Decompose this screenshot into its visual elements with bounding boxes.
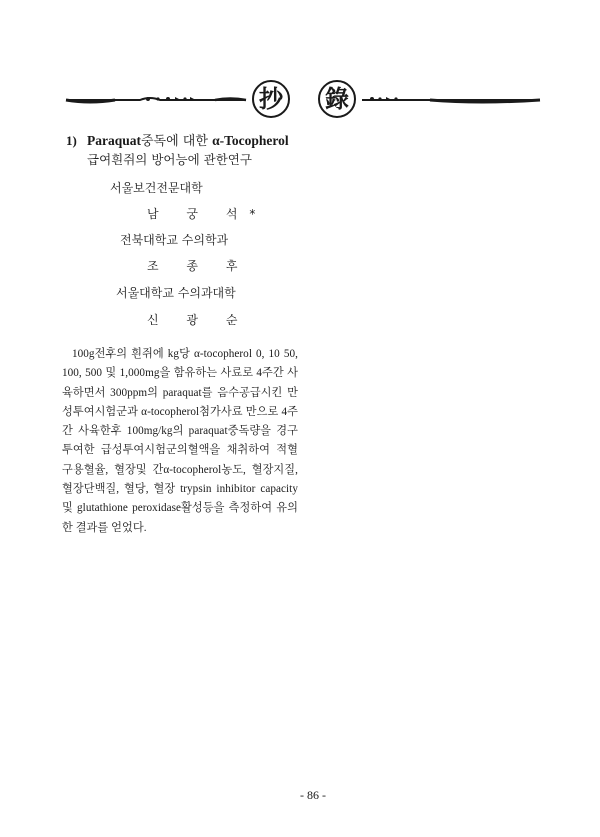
article-number: 1): [66, 133, 77, 148]
seal-icon: 抄: [252, 80, 290, 118]
seal-icon: 錄: [318, 80, 356, 118]
section-header: [0, 70, 600, 130]
abstract-body: [62, 345, 298, 538]
title-bold-1: Paraquat: [86, 133, 141, 148]
affiliation: 서울대학교 수의과대학: [116, 286, 236, 300]
affiliation: 전북대학교 수의학과: [120, 233, 229, 247]
title-line-1: [66, 132, 306, 151]
title-mid: 중독에 대한: [140, 134, 208, 149]
abstract-text: 100g전후의 흰쥐에 kg당 α-tocopherol 0, 10 50, 100, 500 및 1,000mg을 함유하는 사료로 4주간 사육하면서 300ppm의 paraquat를 음수공급시킨 만성투여시험군과 α-tocopherol첨가사료 만으로 4주간 사육한후 100mg/kg의 paraquat중독량을 경구투여한 급성투여시험군의혈액을 채취하여 적혈구용혈율, 혈장및 간α-tocopherol농도, 혈장지질, 혈장단백질, 혈당, 혈장 trypsin inhibitor capacity 및 glutathione peroxidase활성등을 측정하여 유의한 결과를 얻었다.: [62, 348, 298, 534]
author-name: 조 종 후: [147, 259, 250, 273]
ornamental-rule-icon: [0, 70, 600, 130]
author-name: 신 광 순: [147, 313, 250, 327]
affiliation: 서울보건전문대학: [110, 181, 203, 195]
article-title: [66, 132, 306, 169]
page-number: - 86 -: [300, 788, 326, 802]
title-bold-2: α-Tocopherol: [212, 133, 289, 148]
title-line-2: 급여흰쥐의 방어능에 관한연구: [87, 152, 252, 167]
author-name: 남 궁 석*: [147, 207, 268, 221]
